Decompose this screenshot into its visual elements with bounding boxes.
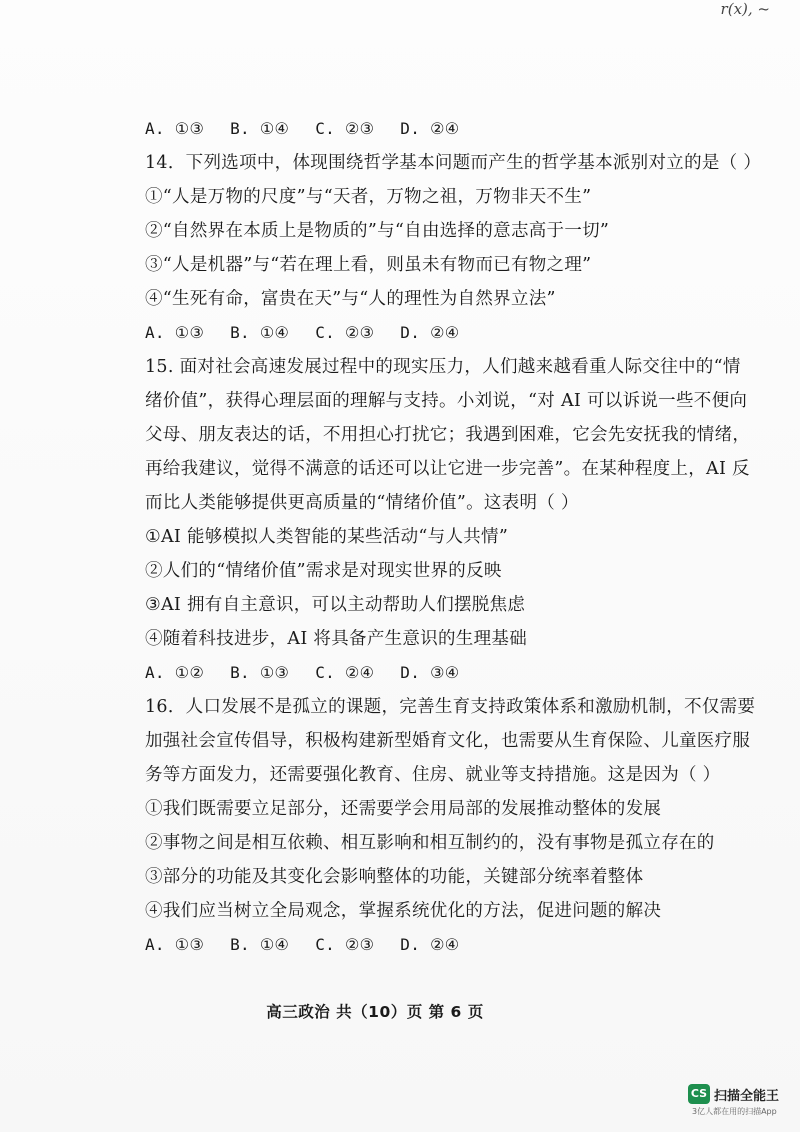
- q14-option-d[interactable]: D. ②④: [400, 323, 460, 342]
- page-number-text: 高三政治 共（10）页 第 6 页: [266, 1003, 484, 1021]
- q13-option-c[interactable]: C. ②③: [315, 119, 375, 138]
- q15-item-3: ③AI 拥有自主意识，可以主动帮助人们摆脱焦虑: [145, 595, 526, 615]
- q16-stem-line-1: 16．人口发展不是孤立的课题，完善生育支持政策体系和激励机制，不仅需要: [145, 697, 756, 717]
- handwritten-note: r(x), ~: [720, 0, 770, 18]
- q15-stem-line-4: 再给我建议，觉得不满意的话还可以让它进一步完善”。在某种程度上，AI 反: [145, 459, 750, 479]
- questions-area: [145, 112, 762, 962]
- q15-item-4: ④随着科技进步，AI 将具备产生意识的生理基础: [145, 629, 528, 649]
- q15-stem-line-2: 绪价值”，获得心理层面的理解与支持。小刘说，“对 AI 可以诉说一些不便向: [145, 391, 748, 411]
- q15-option-a[interactable]: A. ①②: [145, 663, 205, 682]
- scanner-subtitle: 3亿人都在用的扫描App: [692, 1107, 777, 1116]
- scanner-watermark: [688, 1084, 788, 1120]
- q16-item-4: ④我们应当树立全局观念，掌握系统优化的方法，促进问题的解决: [145, 901, 662, 921]
- q14-option-b[interactable]: B. ①④: [230, 323, 290, 342]
- q13-option-a[interactable]: A. ①③: [145, 119, 205, 138]
- q14-item-2: ②“自然界在本质上是物质的”与“自由选择的意志高于一切”: [145, 221, 610, 241]
- q16-stem-line-3: 务等方面发力，还需要强化教育、住房、就业等支持措施。这是因为（ ）: [145, 765, 721, 785]
- q16-stem-line-2: 加强社会宣传倡导，积极构建新型婚育文化，也需要从生育保险、儿童医疗服: [145, 731, 751, 751]
- q16-option-c[interactable]: C. ②③: [315, 935, 375, 954]
- q14-item-4: ④“生死有命，富贵在天”与“人的理性为自然界立法”: [145, 289, 556, 309]
- q14-option-a[interactable]: A. ①③: [145, 323, 205, 342]
- q13-option-d[interactable]: D. ②④: [400, 119, 460, 138]
- scanner-title: 扫描全能王: [714, 1089, 780, 1104]
- q14-item-1: ①“人是万物的尺度”与“天者，万物之祖，万物非天不生”: [145, 187, 592, 207]
- q15-item-2: ②人们的“情绪价值”需求是对现实世界的反映: [145, 561, 502, 581]
- page-footer: [0, 1000, 800, 1022]
- q16-item-1: ①我们既需要立足部分，还需要学会用局部的发展推动整体的发展: [145, 799, 662, 819]
- q16-option-d[interactable]: D. ②④: [400, 935, 460, 954]
- q15-options: [145, 656, 725, 690]
- q15-stem-line-5: 而比人类能够提供更高质量的“情绪价值”。这表明（ ）: [145, 493, 579, 513]
- q13-option-b[interactable]: B. ①④: [230, 119, 290, 138]
- q15-option-d[interactable]: D. ③④: [400, 663, 460, 682]
- q16-options: [145, 928, 725, 962]
- q14-option-c[interactable]: C. ②③: [315, 323, 375, 342]
- q15-option-b[interactable]: B. ①③: [230, 663, 290, 682]
- q14-stem: 14．下列选项中，体现围绕哲学基本问题而产生的哲学基本派别对立的是（ ）: [145, 153, 762, 173]
- q16-item-3: ③部分的功能及其变化会影响整体的功能，关键部分统率着整体: [145, 867, 644, 887]
- camscanner-logo-icon: CS: [688, 1084, 710, 1104]
- q16-option-b[interactable]: B. ①④: [230, 935, 290, 954]
- q15-option-c[interactable]: C. ②④: [315, 663, 375, 682]
- q14-options: [145, 316, 725, 350]
- q15-stem-line-3: 父母、朋友表达的话，不用担心打扰它；我遇到困难，它会先安抚我的情绪，: [145, 425, 751, 445]
- q15-stem-line-1: 15. 面对社会高速发展过程中的现实压力，人们越来越看重人际交往中的“情: [145, 357, 741, 377]
- q15-item-1: ①AI 能够模拟人类智能的某些活动“与人共情”: [145, 527, 509, 547]
- q13-options: [145, 112, 725, 146]
- q14-item-3: ③“人是机器”与“若在理上看，则虽未有物而已有物之理”: [145, 255, 592, 275]
- q16-option-a[interactable]: A. ①③: [145, 935, 205, 954]
- q16-item-2: ②事物之间是相互依赖、相互影响和相互制约的，没有事物是孤立存在的: [145, 833, 715, 853]
